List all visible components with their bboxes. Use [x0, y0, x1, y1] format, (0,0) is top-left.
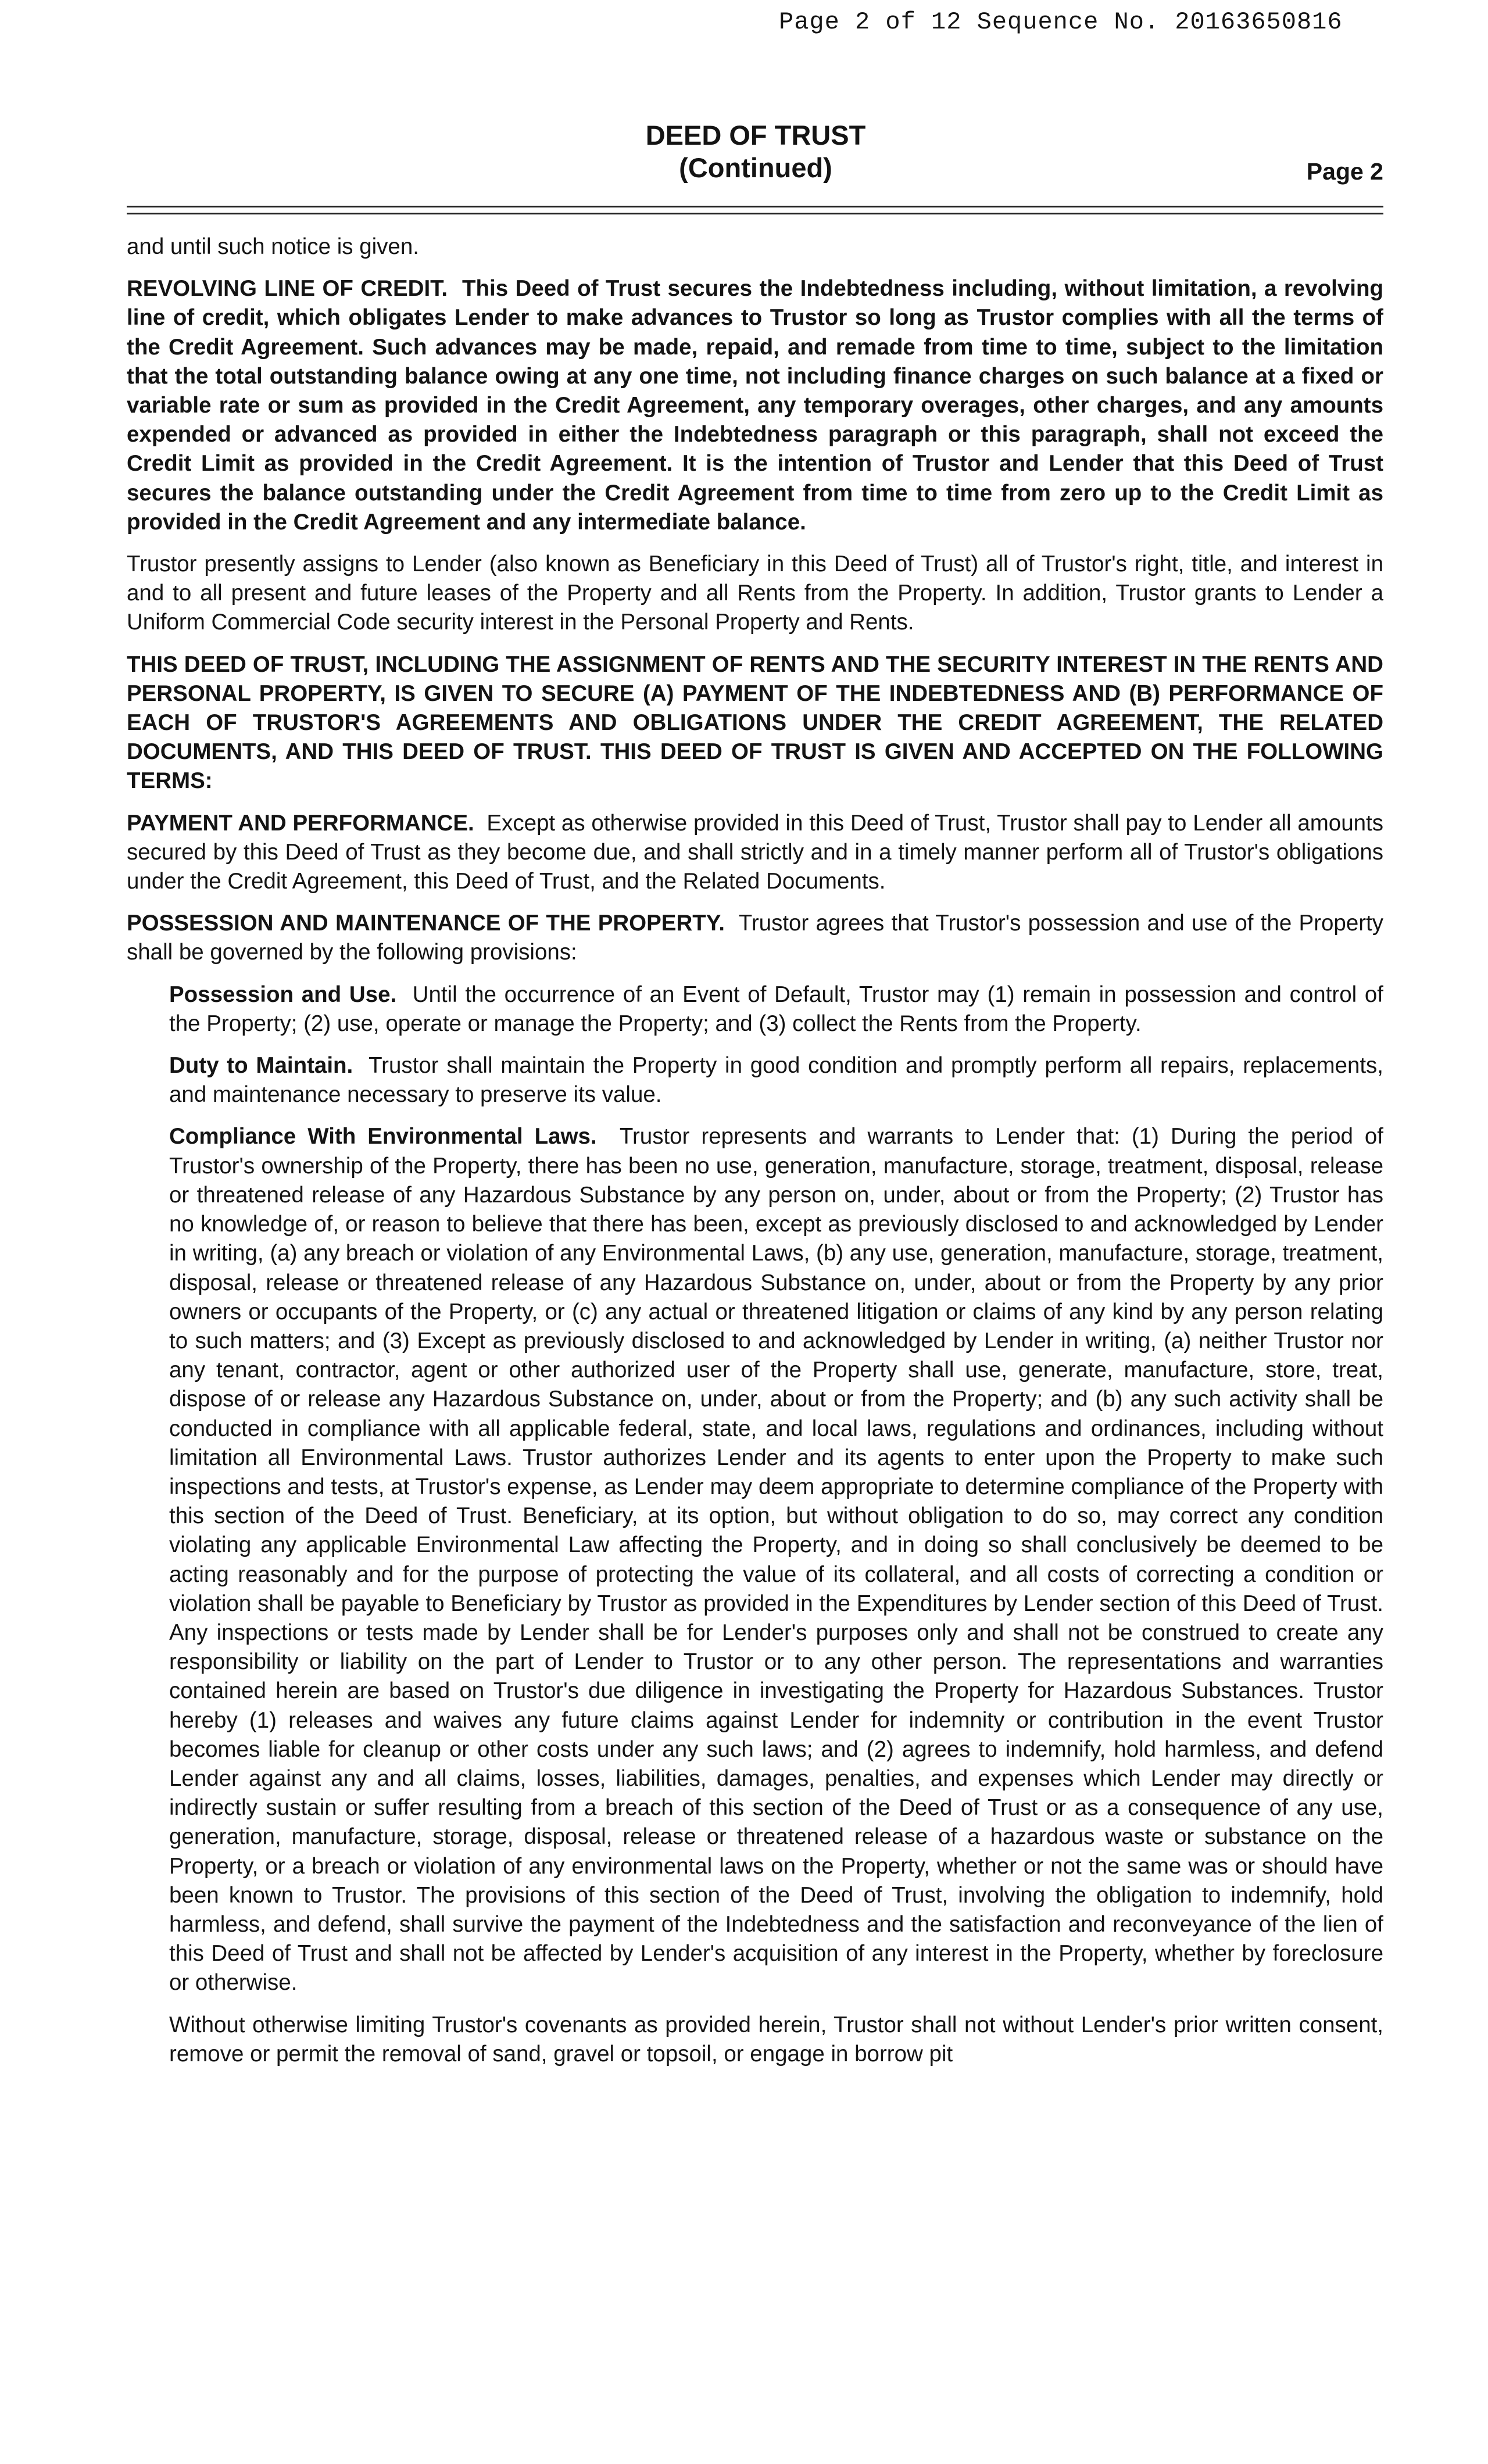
possession-maintenance-heading: POSSESSION AND MAINTENANCE OF THE PROPERTY.: [127, 911, 725, 936]
document-title-block: [0, 119, 1488, 184]
assignment-paragraph: Trustor presently assigns to Lender (also known as Beneficiary in this Deed of Trust) all of Trustor's right, title, and interest in and to all present and future leases of the Property and all Rents from the Property. In addition, Trustor grants to Lender a Uniform Commercial Code security interest in the Personal Property and Rents.: [127, 551, 1383, 635]
possession-use-heading: Possession and Use.: [169, 982, 397, 1007]
security-terms-paragraph: THIS DEED OF TRUST, INCLUDING THE ASSIGNMENT OF RENTS AND THE SECURITY INTEREST IN THE RENTS AND PERSONAL PROPERTY, IS GIVEN TO SECURE (A) PAYMENT OF THE INDEBTEDNESS AND (B) PERFORMANCE OF EACH OF TRUSTOR'S AGREEMENTS AND OBLIGATIONS UNDER THE CREDIT AGREEMENT, THE RELATED DOCUMENTS, AND THIS DEED OF TRUST. THIS DEED OF TRUST IS GIVEN AND ACCEPTED ON THE FOLLOWING TERMS:: [127, 651, 1383, 794]
header-rule-top: [127, 206, 1383, 207]
page-sequence-stamp: Page 2 of 12 Sequence No. 20163650816: [779, 8, 1343, 36]
possession-maintenance-paragraph: [127, 909, 1383, 967]
environmental-laws-heading: Compliance With Environmental Laws.: [169, 1124, 597, 1149]
payment-performance-text: Except as otherwise provided in this Deed of Trust, Trustor shall pay to Lender all amounts secured by this Deed of Trust as they become due, and shall strictly and in a timely manner perform all of Trustor's obligations under the Credit Agreement, this Deed of Trust, and the Related Documents.: [127, 810, 1383, 894]
document-title: DEED OF TRUST: [645, 120, 866, 151]
duty-to-maintain-heading: Duty to Maintain.: [169, 1053, 353, 1079]
revolving-credit-text: This Deed of Trust secures the Indebtedness including, without limitation, a revolving line of credit, which obligates Lender to make advances to Trustor so long as Trustor complies with all the terms of the Credit Agreement. Such advances may be made, repaid, and remade from time to time, subject to the limitation that the total outstanding balance owing at any one time, not including finance charges on such balance at a fixed or variable rate or sum as provided in the Credit Agreement, any temporary overages, other charges, and any amounts expended or advanced as provided in either the Indebtedness paragraph or this paragraph, shall not exceed the Credit Limit as provided in the Credit Agreement. It is the intention of Trustor and Lender that this Deed of Trust secures the balance outstanding under the Credit Agreement from time to time from zero up to the Credit Limit as provided in the Credit Agreement and any intermediate balance.: [127, 276, 1383, 535]
revolving-credit-heading: REVOLVING LINE OF CREDIT.: [127, 276, 448, 302]
possession-maintenance-text: Trustor agrees that Trustor's possession and use of the Property shall be governed by the following provisions:: [127, 911, 1384, 965]
duty-to-maintain-text: Trustor shall maintain the Property in good condition and promptly perform all repairs, replacements, and maintenance necessary to preserve its value.: [169, 1053, 1383, 1108]
header-rule-bottom: [127, 213, 1383, 214]
revolving-credit-paragraph: [127, 274, 1383, 537]
document-body: [127, 232, 1383, 2082]
document-subtitle: (Continued): [679, 152, 832, 183]
possession-use-text: Until the occurrence of an Event of Default, Trustor may (1) remain in possession and control of the Property; (2) use, operate or manage the Property; and (3) collect the Rents from the Property.: [169, 982, 1383, 1036]
removal-restriction-paragraph: Without otherwise limiting Trustor's covenants as provided herein, Trustor shall not without Lender's prior written consent, remove or permit the removal of sand, gravel or topsoil, or engage in borrow pit: [169, 2012, 1383, 2067]
continued-paragraph: and until such notice is given.: [127, 234, 419, 259]
possession-use-paragraph: [127, 980, 1383, 1038]
page-number-label: Page 2: [1306, 158, 1383, 185]
duty-to-maintain-paragraph: [127, 1051, 1383, 1109]
environmental-laws-paragraph: [127, 1122, 1383, 1997]
payment-performance-heading: PAYMENT AND PERFORMANCE.: [127, 810, 474, 836]
payment-performance-paragraph: [127, 809, 1383, 897]
environmental-laws-text: Trustor represents and warrants to Lender that: (1) During the period of Trustor's ownership of the Property, there has been no use, generation, manufacture, storage, treatment, disposal, release or threatened release of any Hazardous Substance by any person on, under, about or from the Property; (2) Trustor has no knowledge of, or reason to believe that there has been, except as previously disclosed to and acknowledged by Lender in writing, (a) any breach or violation of any Environmental Laws, (b) any use, generation, manufacture, storage, treatment, disposal, release or threatened release of any Hazardous Substance on, under, about or from the Property by any prior owners or occupants of the Property, or (c) any actual or threatened litigation or claims of any kind by any person relating to such matters; and (3) Except as previously disclosed to and acknowledged by Lender in writing, (a) neither Trustor nor any tenant, contractor, agent or other authorized user of the Property shall use, generate, manufacture, store, treat, dispose of or release any Hazardous Substance on, under, about or from the Property; and (b) any such activity shall be conducted in compliance with all applicable federal, state, and local laws, regulations and ordinances, including without limitation all Environmental Laws. Trustor authorizes Lender and its agents to enter upon the Property to make such inspections and tests, at Trustor's expense, as Lender may deem appropriate to determine compliance of the Property with this section of the Deed of Trust. Beneficiary, at its option, but without obligation to do so, may correct any condition violating any applicable Environmental Law affecting the Property, and in doing so shall conclusively be deemed to be acting reasonably and for the purpose of protecting the value of its collateral, and all costs of correcting a condition or violation shall be payable to Beneficiary by Trustor as provided in the Expenditures by Lender section of this Deed of Trust. Any inspections or tests made by Lender shall be for Lender's purposes only and shall not be construed to create any responsibility or liability on the part of Lender to Trustor or to any other person. The representations and warranties contained herein are based on Trustor's due diligence in investigating the Property for Hazardous Substances. Trustor hereby (1) releases and waives any future claims against Lender for indemnity or contribution in the event Trustor becomes liable for cleanup or other costs under any such laws; and (2) agrees to indemnify, hold harmless, and defend Lender against any and all claims, losses, liabilities, damages, penalties, and expenses which Lender may directly or indirectly sustain or suffer resulting from a breach of this section of the Deed of Trust or as a consequence of any use, generation, manufacture, storage, disposal, release or threatened release of a hazardous waste or substance on the Property, or a breach or violation of any environmental laws on the Property, whether or not the same was or should have been known to Trustor. The provisions of this section of the Deed of Trust, involving the obligation to indemnify, hold harmless, and defend, shall survive the payment of the Indebtedness and the satisfaction and reconveyance of the lien of this Deed of Trust and shall not be affected by Lender's acquisition of any interest in the Property, whether by foreclosure or otherwise.: [169, 1124, 1383, 1996]
